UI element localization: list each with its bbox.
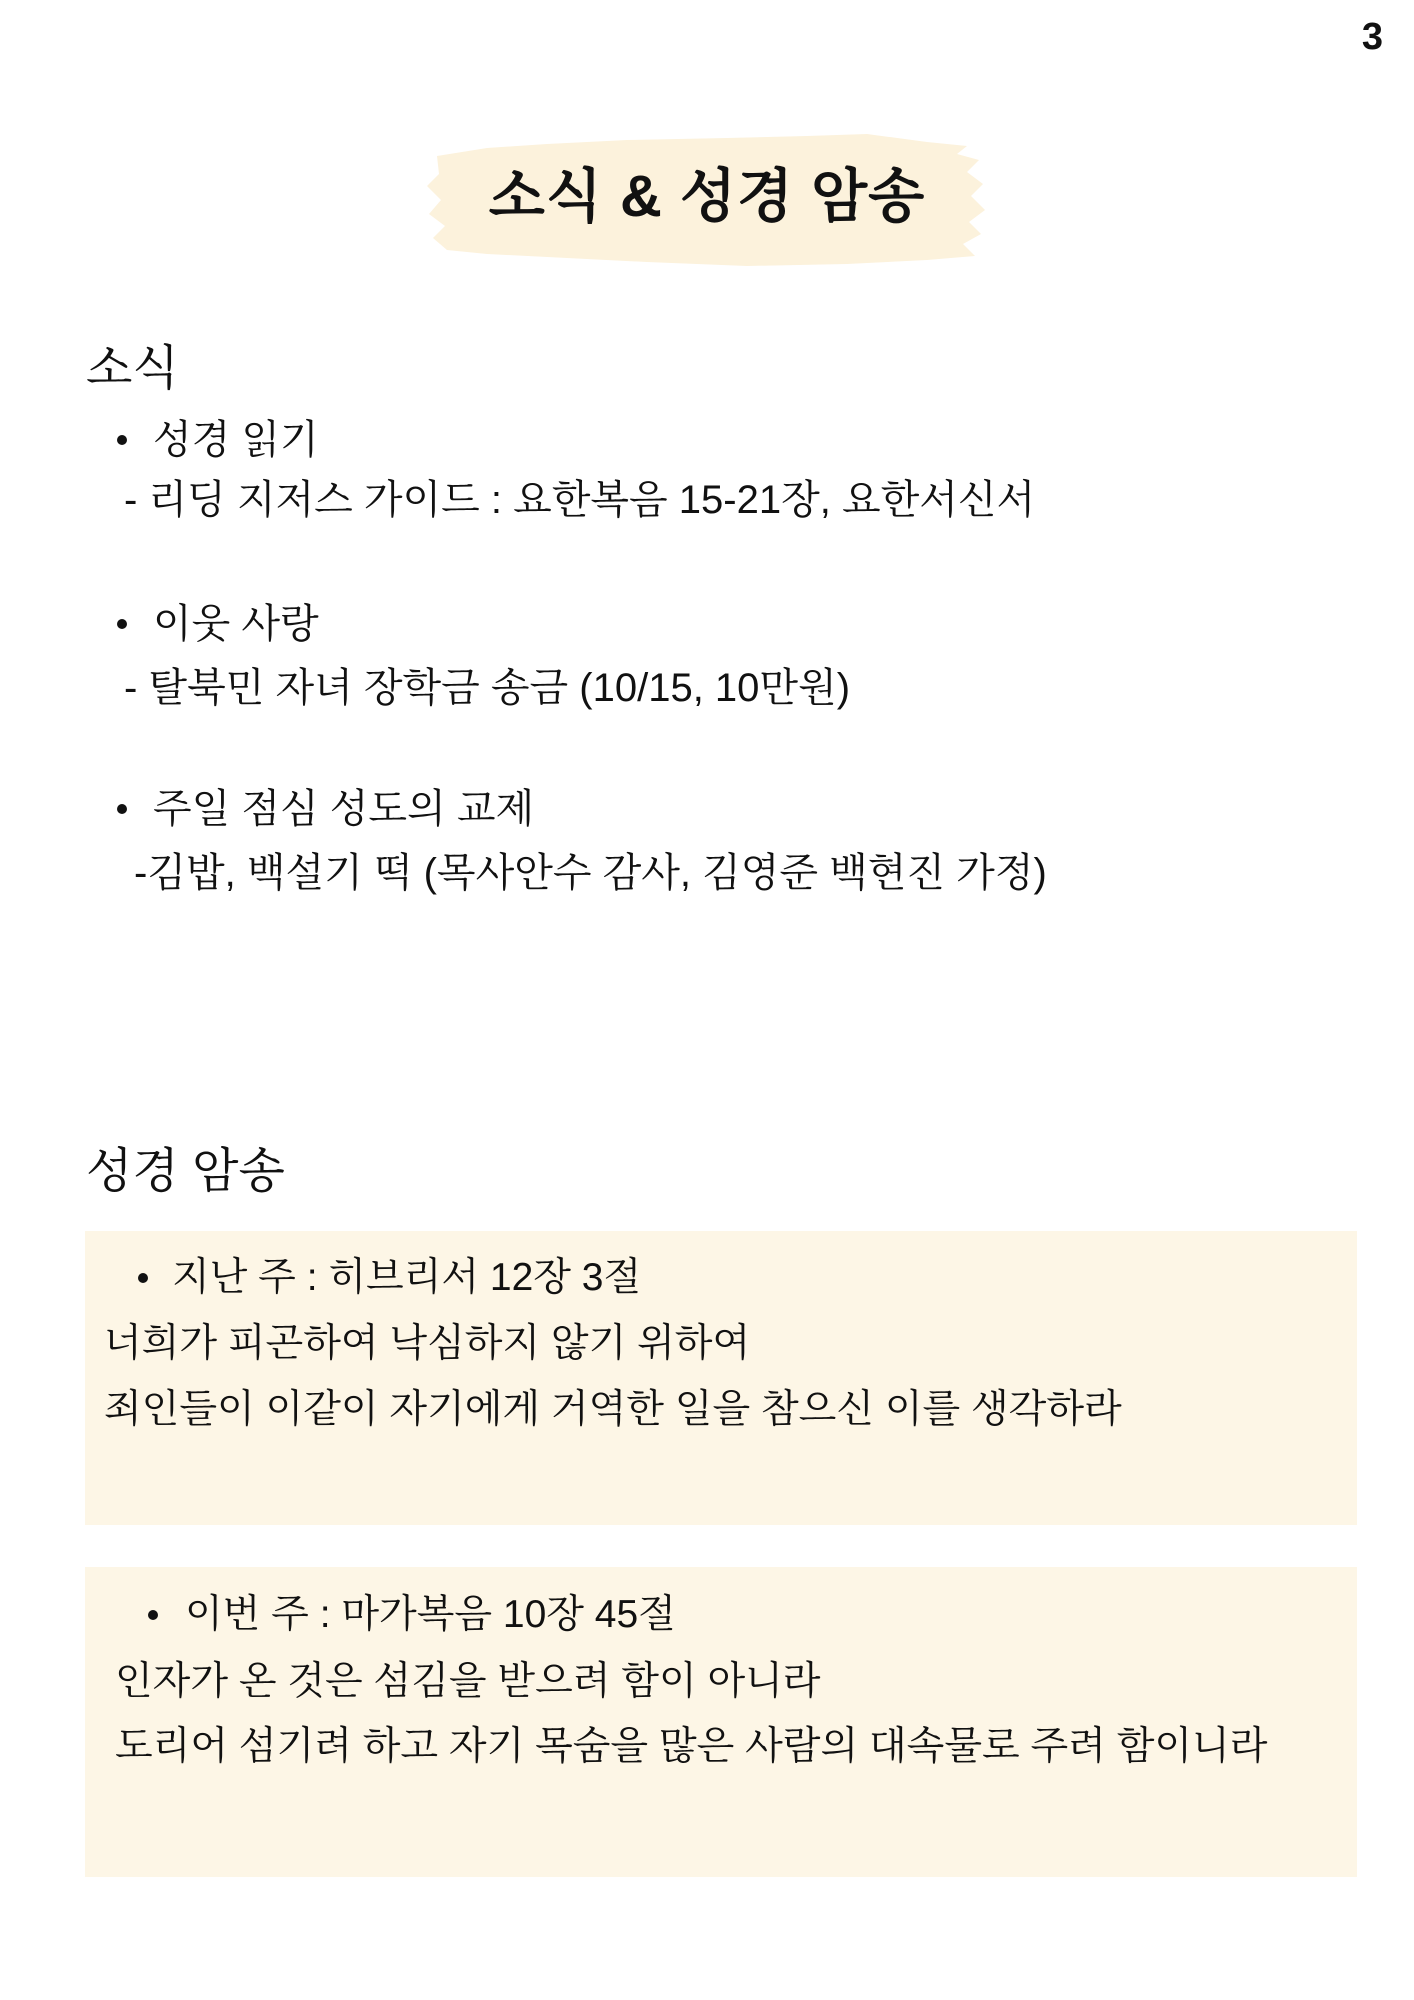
news-item-neighbor-love: 이웃 사랑 — [153, 602, 319, 646]
bullet-dot — [117, 619, 127, 629]
page-title: 소식 & 성경 암송 — [488, 164, 926, 229]
page-number: 3 — [1361, 16, 1383, 58]
news-heading: 소식 — [86, 342, 179, 395]
last-week-verse-reference: 지난 주 : 히브리서 12장 3절 — [172, 1256, 642, 1299]
this-week-verse-line: 도리어 섬기려 하고 자기 목숨을 많은 사람의 대속물로 주려 함이니라 — [115, 1725, 1268, 1768]
last-week-verse-line: 너희가 피곤하여 낙심하지 않기 위하여 — [104, 1322, 751, 1365]
bullet-dot — [117, 804, 127, 814]
news-item-neighbor-love-detail: - 탈북민 자녀 장학금 송금 (10/15, 10만원) — [124, 666, 851, 710]
news-item-sunday-lunch: 주일 점심 성도의 교제 — [153, 787, 535, 831]
news-item-bible-reading: 성경 읽기 — [153, 418, 319, 462]
last-week-verse-line: 죄인들이 이같이 자기에게 거역한 일을 참으신 이를 생각하라 — [104, 1388, 1122, 1431]
bullet-dot — [148, 1610, 158, 1620]
bullet-dot — [117, 435, 127, 445]
bullet-dot — [138, 1273, 148, 1283]
this-week-verse-line: 인자가 온 것은 섬김을 받으려 함이 아니라 — [115, 1660, 821, 1703]
news-item-sunday-lunch-detail: -김밥, 백설기 떡 (목사안수 감사, 김영준 백현진 가정) — [134, 851, 1047, 895]
this-week-verse-reference: 이번 주 : 마가복음 10장 45절 — [185, 1593, 676, 1636]
news-item-bible-reading-detail: - 리딩 지저스 가이드 : 요한복음 15-21장, 요한서신서 — [124, 478, 1036, 522]
memorization-heading: 성경 암송 — [86, 1145, 285, 1198]
